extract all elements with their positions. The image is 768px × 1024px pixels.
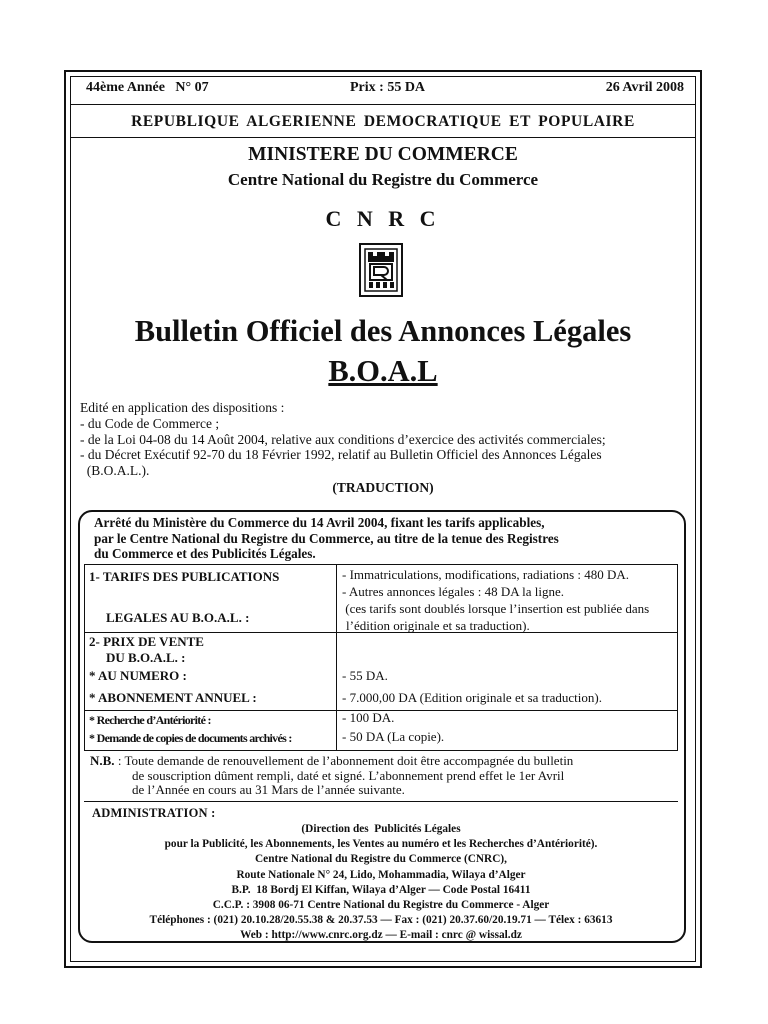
translation-note: (TRADUCTION) xyxy=(332,480,434,495)
note-line: de l’Année en cours au 31 Mars de l’année suivante. xyxy=(132,782,405,798)
bulletin-title: Bulletin Officiel des Annonces Légales xyxy=(134,314,632,348)
issue-date: 26 Avril 2008 xyxy=(605,80,684,95)
issue-number: 44ème Année N° 07 xyxy=(86,80,209,95)
decree-text xyxy=(94,515,684,562)
abonnement-label: * ABONNEMENT ANNUEL : xyxy=(89,690,257,705)
numero-label: * AU NUMERO : xyxy=(89,668,187,683)
admin-line: Route Nationale N° 24, Lido, Mohammadia, Wilaya d’Alger xyxy=(236,868,526,881)
renewal-note xyxy=(90,754,676,798)
tarifs-value: (ces tarifs sont doublés lorsque l’insertion est publiée dans xyxy=(342,601,650,616)
numero-value: - 55 DA. xyxy=(342,668,388,683)
centre-heading: Centre National du Registre du Commerce xyxy=(227,170,539,189)
header-divider xyxy=(70,104,696,105)
table-column-divider xyxy=(336,564,337,751)
republic-heading: REPUBLIQUE ALGERIENNE DEMOCRATIQUE ET POPULAIRE xyxy=(131,113,635,130)
bulletin-abbreviation: B.O.A.L xyxy=(328,354,438,388)
tarifs-label: 1- TARIFS DES PUBLICATIONS xyxy=(89,569,280,584)
decree-line: du Commerce et des Publicités Légales. xyxy=(94,546,316,561)
ministry-heading: MINISTERE DU COMMERCE xyxy=(248,144,518,165)
decree-line: par le Centre National du Registre du Commerce, au titre de la tenue des Registres xyxy=(94,530,559,546)
acronym-heading: C N R C xyxy=(325,206,441,231)
admin-line: C.C.P. : 3908 06-71 Centre National du Registre du Commerce - Alger xyxy=(212,899,550,912)
cnrc-tower-logo-icon xyxy=(359,243,403,297)
admin-line: Téléphones : (021) 20.10.28/20.55.38 & 20.37.53 — Fax : (021) 20.37.60/20.19.71 — Télex : 63613 xyxy=(149,914,613,927)
legal-basis-item: - du Code de Commerce ; xyxy=(80,415,220,431)
admin-line: pour la Publicité, les Abonnements, les Ventes au numéro et les Recherches d’Antériorité). xyxy=(164,838,598,851)
note-line: de souscription dûment rempli, daté et signé. L’abonnement prend effet le 1er Avril xyxy=(132,767,565,783)
legal-basis-item: - du Décret Exécutif 92-70 du 18 Février 1992, relatif au Bulletin Officiel des Annonces Légales xyxy=(80,447,602,463)
tarifs-value: - Immatriculations, modifications, radiations : 480 DA. xyxy=(342,567,630,582)
tarifs-value: - Autres annonces légales : 48 DA la ligne. xyxy=(342,584,565,599)
administration-title: ADMINISTRATION : xyxy=(92,806,216,820)
prix-label: 2- PRIX DE VENTE xyxy=(89,634,204,649)
issue-price: Prix : 55 DA xyxy=(350,80,426,95)
recherche-label: * Recherche d’Antériorité : xyxy=(89,713,211,727)
tarifs-value: l’édition originale et sa traduction). xyxy=(346,618,530,633)
admin-line: Centre National du Registre du Commerce (CNRC), xyxy=(255,853,507,866)
administration-details xyxy=(84,822,678,944)
admin-line: B.P. 18 Bordj El Kiffan, Wilaya d’Alger — Code Postal 16411 xyxy=(231,883,531,896)
note-line xyxy=(90,754,676,769)
tarifs-label-cont: LEGALES AU B.O.A.L. : xyxy=(106,610,250,625)
decree-line: Arrêté du Ministère du Commerce du 14 Avril 2004, fixant les tarifs applicables, xyxy=(94,515,545,530)
legal-basis-item: - de la Loi 04-08 du 14 Août 2004, relative aux conditions d’exercice des activités commerciales; xyxy=(80,431,606,447)
legal-basis-item: (B.O.A.L.). xyxy=(80,463,150,479)
copies-value: - 50 DA (La copie). xyxy=(342,729,445,744)
note-divider xyxy=(84,801,678,802)
admin-line: (Direction des Publicités Légales xyxy=(301,823,461,835)
copies-label: * Demande de copies de documents archivés : xyxy=(89,731,292,745)
legal-basis xyxy=(80,400,690,479)
abonnement-value: - 7.000,00 DA (Edition originale et sa traduction). xyxy=(342,690,602,705)
republic-divider xyxy=(70,137,696,138)
admin-line: Web : http://www.cnrc.org.dz — E-mail : cnrc @ wissal.dz xyxy=(240,929,522,942)
recherche-value: - 100 DA. xyxy=(342,710,395,725)
prix-label-cont: DU B.O.A.L. : xyxy=(106,650,186,665)
note-label: N.B. xyxy=(90,753,115,768)
note-text: : Toute demande de renouvellement de l’abonnement doit être accompagnée du bulletin xyxy=(114,753,574,768)
legal-basis-intro: Edité en application des dispositions : xyxy=(80,400,285,415)
